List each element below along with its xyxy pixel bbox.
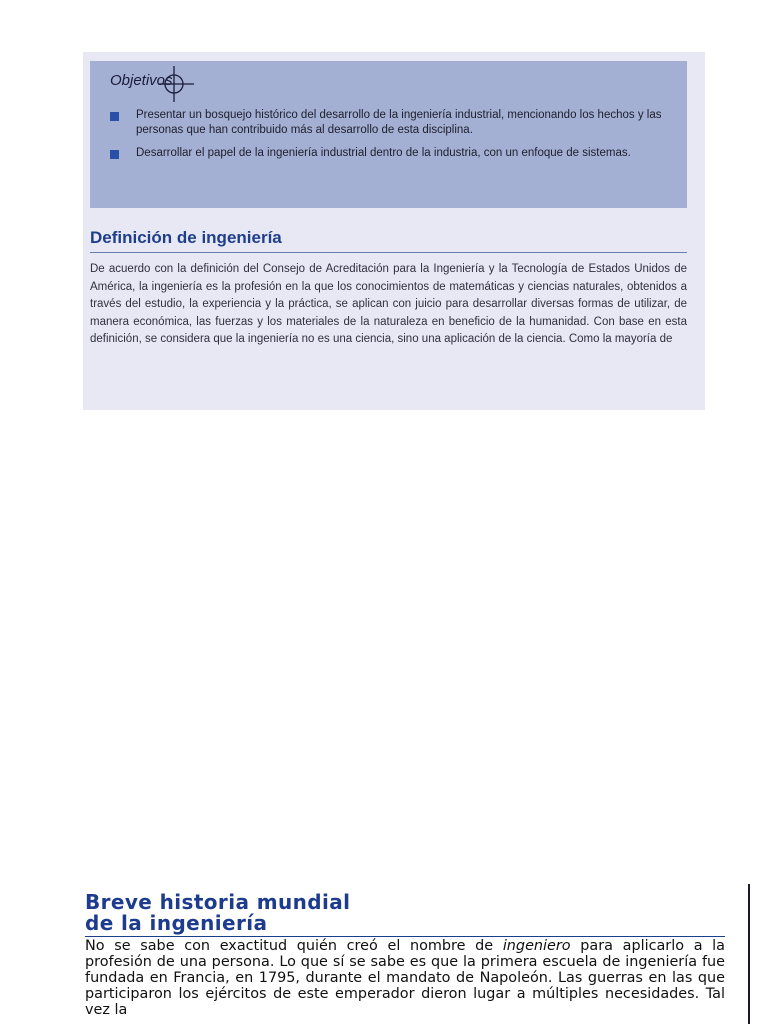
bullet-square-icon [110, 150, 119, 159]
history-heading [85, 892, 350, 934]
history-text-part2: para aplicarlo a la profesión de una persona. Lo que sí se sabe es que la primera escuela de ingeniería fue fundada en Francia, en 1795, durante el mandato de Napoleón. Las guerras en las que participaron los ejércitos de este emperador dieron lugar a múltiples necesidades. Tal vez la [85, 938, 725, 1018]
heading-rule [90, 252, 687, 253]
objectives-title: Objetivos [110, 72, 173, 89]
objective-item [110, 108, 670, 138]
objective-text: Presentar un bosquejo histórico del desarrollo de la ingeniería industrial, mencionando los hechos y las personas que han contribuido más al desarrollo de esta disciplina. [136, 109, 662, 136]
history-text-part1: No se sabe con exactitud quién creó el nombre de [85, 938, 503, 954]
history-heading-line2: de la ingeniería [85, 911, 268, 935]
definition-paragraph: De acuerdo con la definición del Consejo de Acreditación para la Ingeniería y la Tecnología de Estados Unidos de América, la ingeniería es la profesión en la que los conocimientos de matemáticas y ciencias naturales, obtenidos a través del estudio, la experiencia y la práctica, se aplican con juicio para desarrollar diversas formas de utilizar, de manera económica, las fuerzas y los materiales de la naturaleza en beneficio de la humanidad. Con base en esta definición, se considera que la ingeniería no es una ciencia, sino una aplicación de la ciencia. Como la mayoría de [90, 263, 687, 346]
objective-text: Desarrollar el papel de la ingeniería industrial dentro de la industria, con un enfoque de sistemas. [136, 147, 631, 159]
history-heading-rule [85, 936, 725, 937]
definition-heading: Definición de ingeniería [90, 228, 282, 247]
history-text-italic: ingeniero [502, 938, 571, 954]
crosshair-icon [154, 64, 194, 104]
objectives-list [110, 108, 670, 169]
margin-bar [748, 884, 750, 1024]
bullet-square-icon [110, 112, 119, 121]
objective-item [110, 146, 670, 161]
history-heading-line1: Breve historia mundial [85, 890, 351, 914]
history-paragraph [85, 938, 725, 1018]
